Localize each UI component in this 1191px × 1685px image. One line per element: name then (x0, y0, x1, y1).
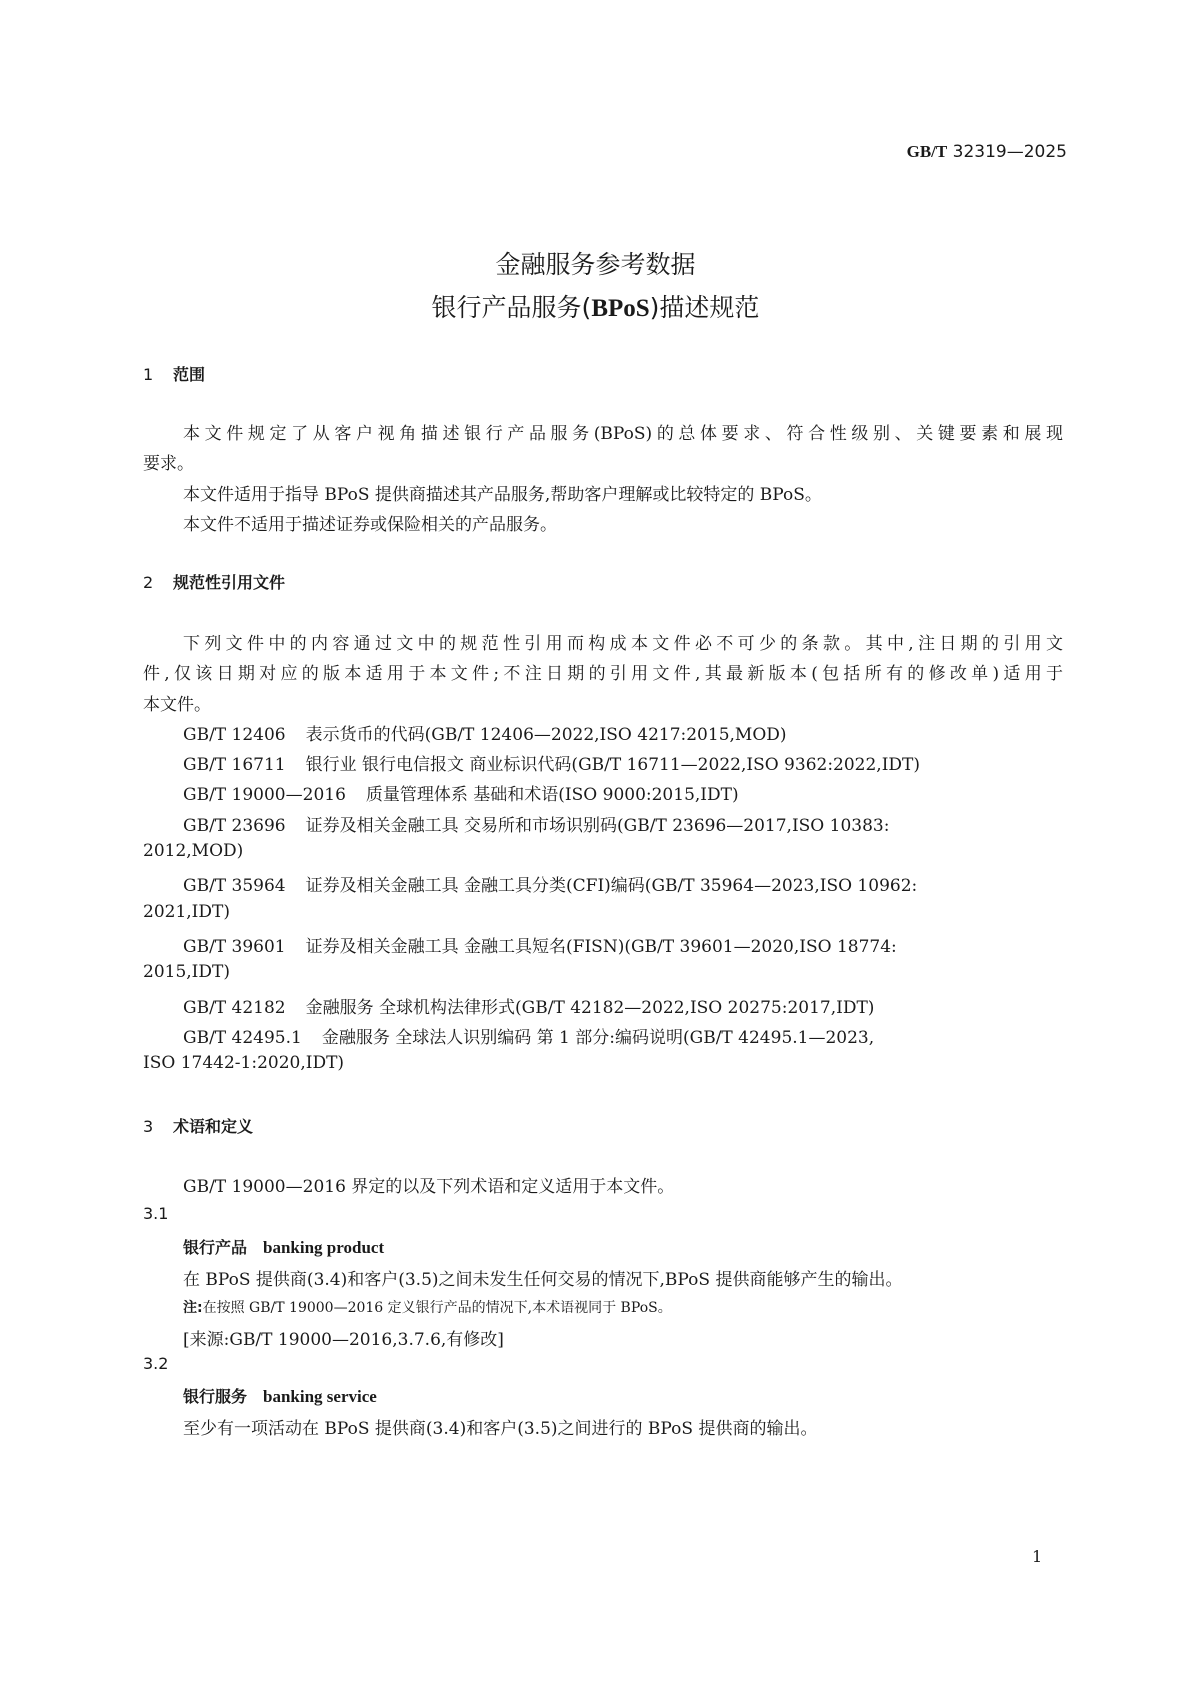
section-heading-scope: 1 范围 (143, 365, 206, 384)
scope-paragraph-3: 本文件不适用于描述证券或保险相关的产品服务。 (183, 515, 557, 535)
reference-item: GB/T 23696 证券及相关金融工具 交易所和市场识别码(GB/T 23696—2017,ISO 10383: (183, 816, 890, 836)
standard-code (907, 142, 1067, 162)
standard-prefix: GB/T (906, 142, 948, 161)
reference-item: GB/T 16711 银行业 银行电信报文 商业标识代码(GB/T 16711—2022,ISO 9362:2022,IDT) (183, 755, 921, 775)
reference-item-cont: 2015,IDT) (143, 962, 230, 982)
document-title-line2: 银行产品服务(BPoS)描述规范 (431, 293, 760, 322)
term-heading: 银行服务 banking service (183, 1387, 377, 1406)
reference-item: GB/T 42182 金融服务 全球机构法律形式(GB/T 42182—2022,ISO 20275:2017,IDT) (183, 998, 875, 1018)
term-heading: 银行产品 banking product (183, 1238, 385, 1257)
reference-item: GB/T 12406 表示货币的代码(GB/T 12406—2022,ISO 4217:2015,MOD) (183, 725, 787, 745)
term-note: 注:在按照 GB/T 19000—2016 定义银行产品的情况下,本术语视同于 BPoS。 (183, 1300, 672, 1316)
section-heading-terms: 3 术语和定义 (143, 1117, 254, 1136)
reference-item-cont: ISO 17442-1:2020,IDT) (143, 1053, 345, 1073)
references-intro-line2: 件,仅该日期对应的版本适用于本文件;不注日期的引用文件,其最新版本(包括所有的修改单)适用于 (143, 664, 1063, 684)
bpos-abbr: BPoS (591, 295, 650, 322)
reference-item: GB/T 42495.1 金融服务 全球法人识别编码 第 1 部分:编码说明(GB/T 42495.1—2023, (183, 1028, 875, 1048)
standard-number: 32319—2025 (952, 142, 1067, 162)
scope-paragraph-2: 本文件适用于指导 BPoS 提供商描述其产品服务,帮助客户理解或比较特定的 BPoS。 (183, 485, 822, 505)
document-title-line1: 金融服务参考数据 (495, 250, 696, 279)
reference-item-cont: 2012,MOD) (143, 841, 244, 861)
reference-item-cont: 2021,IDT) (143, 902, 230, 922)
term-number: 3.2 (143, 1354, 169, 1373)
references-intro-line3: 本文件。 (143, 695, 211, 715)
scope-paragraph-1: 本文件规定了从客户视角描述银行产品服务(BPoS)的总体要求、符合性级别、关键要素和展现 (183, 424, 1063, 444)
term-definition: 在 BPoS 提供商(3.4)和客户(3.5)之间未发生任何交易的情况下,BPoS 提供商能够产生的输出。 (183, 1270, 903, 1290)
reference-item: GB/T 35964 证券及相关金融工具 金融工具分类(CFI)编码(GB/T 35964—2023,ISO 10962: (183, 876, 918, 896)
terms-intro: GB/T 19000—2016 界定的以及下列术语和定义适用于本文件。 (183, 1177, 675, 1197)
page-number: 1 (1032, 1547, 1043, 1566)
scope-paragraph-1-cont: 要求。 (143, 454, 194, 474)
term-definition: 至少有一项活动在 BPoS 提供商(3.4)和客户(3.5)之间进行的 BPoS 提供商的输出。 (183, 1419, 818, 1439)
reference-item: GB/T 19000—2016 质量管理体系 基础和术语(ISO 9000:2015,IDT) (183, 785, 739, 805)
reference-item: GB/T 39601 证券及相关金融工具 金融工具短名(FISN)(GB/T 39601—2020,ISO 18774: (183, 937, 897, 957)
references-intro-line1: 下列文件中的内容通过文中的规范性引用而构成本文件必不可少的条款。其中,注日期的引用文 (183, 634, 1063, 654)
term-source: [来源:GB/T 19000—2016,3.7.6,有修改] (183, 1330, 504, 1350)
section-heading-normative-references: 2 规范性引用文件 (143, 573, 286, 592)
term-number: 3.1 (143, 1204, 169, 1223)
